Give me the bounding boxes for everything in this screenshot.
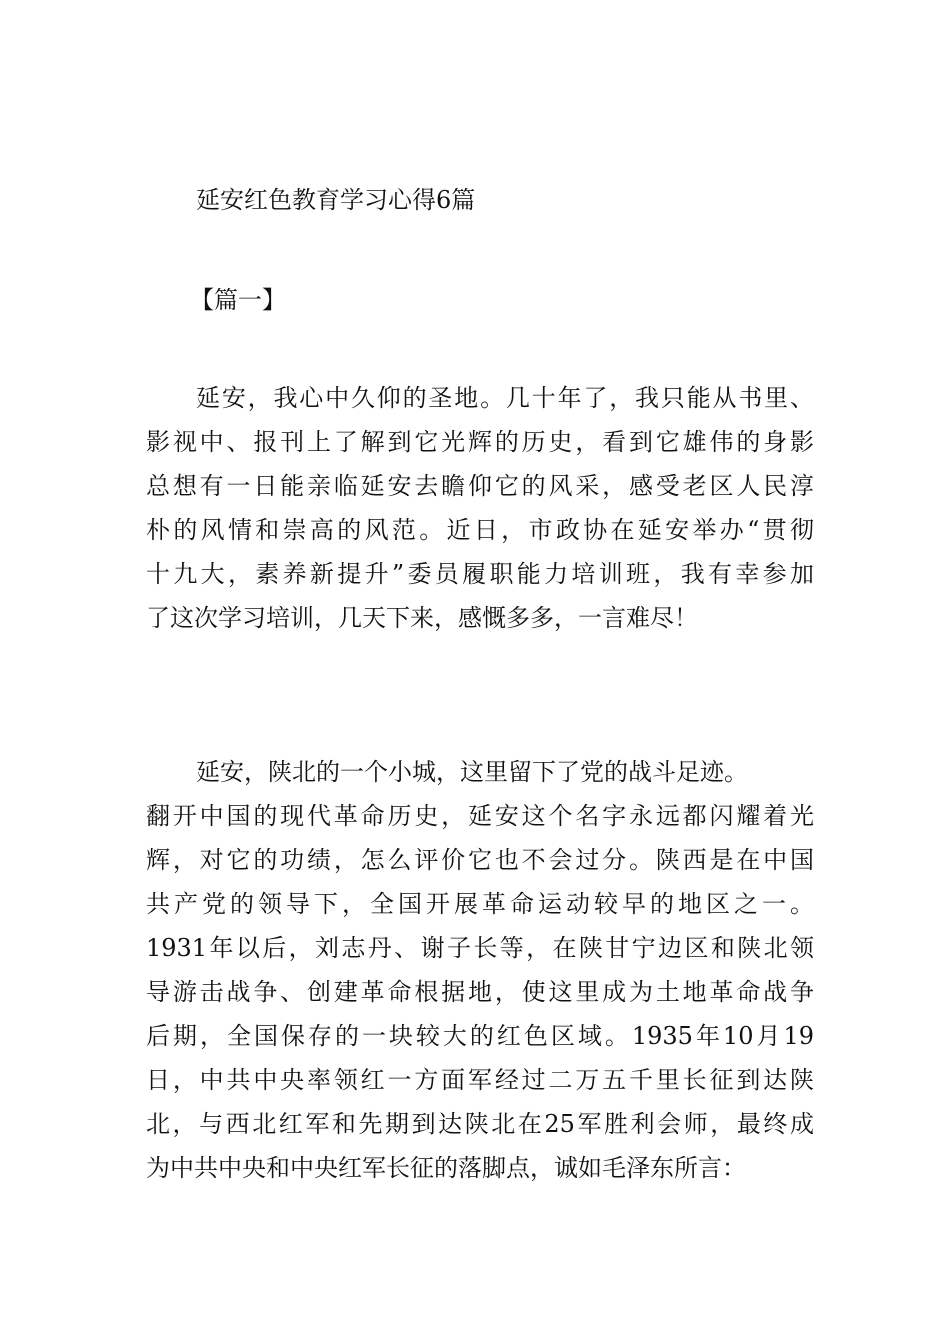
paragraph-line: 延安，我心中久仰的圣地。几十年了，我只能从书里、	[196, 384, 814, 412]
paragraph-line: 北，与西北红军和先期到达陕北在25军胜利会师，最终成	[146, 1110, 814, 1138]
section-heading: 【篇一】	[190, 286, 286, 314]
paragraph-line: 共产党的领导下，全国开展革命运动较早的地区之一。	[146, 890, 814, 918]
document-title: 延安红色教育学习心得6篇	[196, 186, 476, 214]
paragraph-line: 1931年以后，刘志丹、谢子长等，在陕甘宁边区和陕北领	[146, 934, 814, 962]
paragraph-line: 十九大，素养新提升”委员履职能力培训班，我有幸参加	[146, 560, 814, 588]
paragraph-line: 为中共中央和中央红军长征的落脚点，诚如毛泽东所言：	[146, 1154, 746, 1182]
paragraph-line: 总想有一日能亲临延安去瞻仰它的风采，感受老区人民淳	[146, 472, 814, 500]
paragraph-line: 日，中共中央率领红一方面军经过二万五千里长征到达陕	[146, 1066, 814, 1094]
paragraph-line: 了这次学习培训，几天下来，感慨多多，一言难尽！	[146, 604, 698, 632]
paragraph-line: 导游击战争、创建革命根据地，使这里成为土地革命战争	[146, 978, 814, 1006]
paragraph-line: 后期，全国保存的一块较大的红色区域。1935年10月19	[146, 1022, 814, 1050]
paragraph-line: 辉，对它的功绩，怎么评价它也不会过分。陕西是在中国	[146, 846, 814, 874]
paragraph-1	[146, 376, 814, 640]
paragraph-2	[146, 750, 814, 1190]
paragraph-line: 延安，陕北的一个小城，这里留下了党的战斗足迹。	[196, 758, 748, 786]
paragraph-line: 影视中、报刊上了解到它光辉的历史，看到它雄伟的身影	[146, 428, 814, 456]
paragraph-line: 朴的风情和崇高的风范。近日，市政协在延安举办“贯彻	[146, 516, 814, 544]
paragraph-line: 翻开中国的现代革命历史，延安这个名字永远都闪耀着光	[146, 802, 814, 830]
